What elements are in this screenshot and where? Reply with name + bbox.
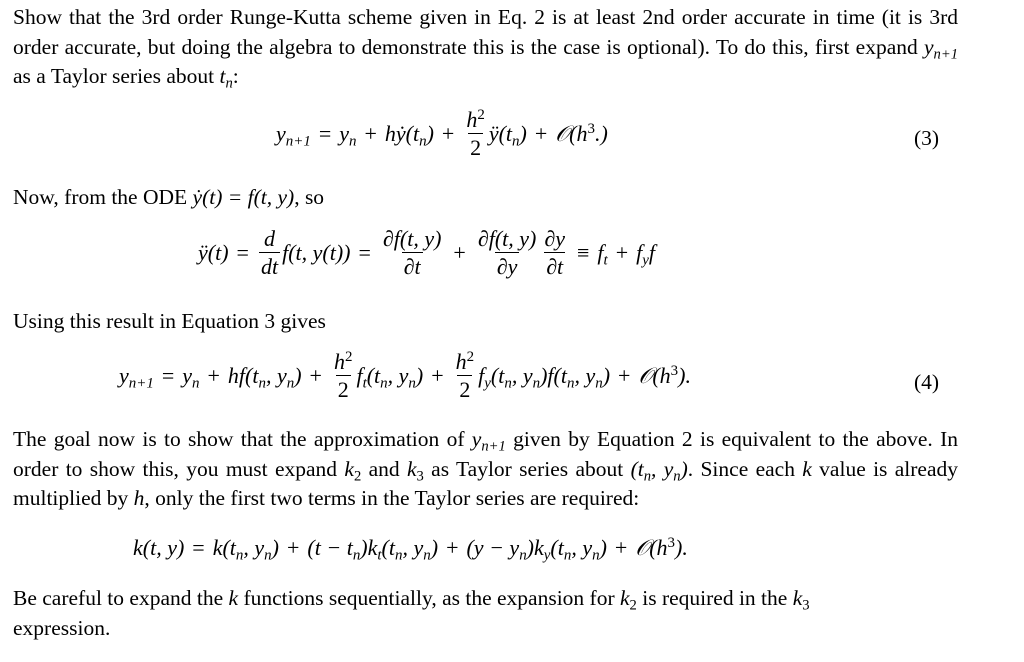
equation-4-number: (4)	[914, 370, 940, 394]
y-n-plus-1: $y_{n+1}$	[924, 34, 959, 62]
k-taylor-equation: k(t, y) = $k(t_n$, $y_n$) + $(t - t_n)k_t(t_n$, $y_n$) + $(y - y_n)k_y(t_n$, $y_n$) + $𝒪(h^3)$.	[133, 534, 688, 564]
intro-text: Show that the 3rd order Runge-Kutta scheme given in Eq. 2 is at least 2nd order accurate in time (it is 3rd order accurate, but doing the algebra to demonstrate this is the case is optional). To do this, first expand	[13, 5, 958, 59]
equation-3-number: (3)	[914, 126, 940, 150]
ode-expression: ẏ(t) = f(t, y)	[192, 185, 295, 209]
ode-paragraph: Now, from the ODE ẏ(t) = f(t, y), so	[13, 185, 325, 209]
second-derivative-equation: ÿ(t) = $\frac{d}{dt}$ f(t, y(t)) = $\frac{\partial f(t, y)}{\partial t}$ + $\frac{\partial f(t, y)}{\partial y}$ $\frac{\partial y}{\partial t}$ ≡ $f_t$ + $f_yf$	[198, 226, 656, 280]
using-result-paragraph: Using this result in Equation 3 gives	[13, 309, 326, 333]
intro-paragraph: Show that the 3rd order Runge-Kutta scheme given in Eq. 2 is at least 2nd order accurate in time (it is 3rd order accurate, but doing the algebra to demonstrate this is the case is optional). To do this, first expand $y_{n+1}$ as a Taylor series about $t_n$:	[13, 5, 959, 92]
careful-paragraph: Be careful to expand the k functions sequentially, as the expansion for $k_2$ is required in the $k_3$ expression.	[13, 586, 810, 640]
goal-paragraph: The goal now is to show that the approximation of $y_{n+1}$ given by Equation 2 is equivalent to the above. In order to show this, you must expand $k_2$ and $k_3$ as Taylor series about ($t_n$, $y_n$). Since each k value is already multiplied by h, only the first two terms in the Taylor series are required:	[13, 427, 959, 510]
t-n: $t_n$	[219, 64, 233, 92]
equation-4: $y_{n+1}$ = $y_n$ + $hf(t_n$, $y_n$) + $\frac{h^2}{2}$ $f_t(t_n$, $y_n$) + $\frac{h^2}{2}$ $f_y(t_n$, $y_n)f(t_n$, $y_n$) + $𝒪(h^3)$.	[119, 348, 691, 403]
equation-3: $y_{n+1}$ = $y_n$ + $hẏ(t_n)$ + $\frac{h^2}{2}$ $ÿ(t_n)$ + $𝒪(h^3.)$	[276, 106, 608, 161]
